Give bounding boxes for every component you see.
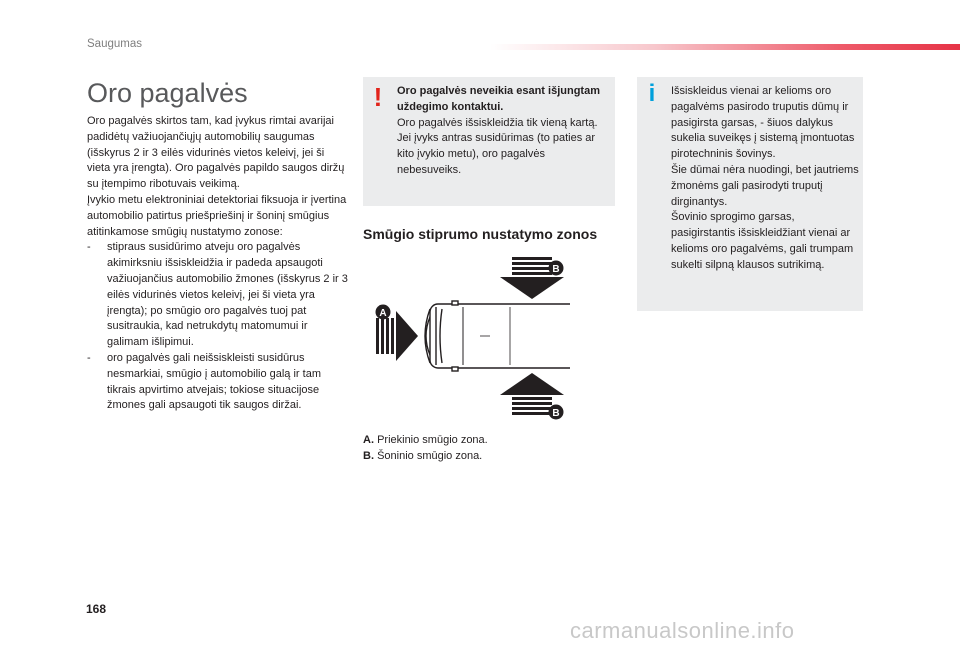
zones-legend	[363, 433, 603, 465]
list-item-text: stipraus susidūrimo atveju oro pagalvės akimirksniu išsiskleidžia ir padeda apsaugoti važiuojančius automobilio žmones (išskyrus 2 ir 3 eilės vidurinės vietos keleivį, jei ši vieta yra įrengta); po smūgio oro pagalvės tuoj pat susitraukia, kad netrukdytų matomumui ir galimam išlipimui.	[107, 241, 348, 349]
list-dash: -	[87, 351, 91, 364]
van-top-view	[425, 301, 570, 371]
watermark: carmanualsonline.info	[570, 618, 795, 643]
warning-text	[397, 84, 609, 179]
impact-zones-diagram	[370, 255, 570, 425]
intro-paragraph-2: Įvykio metu elektroniniai detektoriai fiksuoja ir įvertina automobilio patirtus priešpriešinį ir šoninį smūgius atitinkamose smūgių nustatymo zonose:	[87, 193, 347, 238]
page-title: Oro pagalvės	[87, 78, 248, 108]
page-number: 168	[86, 602, 107, 616]
svg-text:B: B	[552, 408, 560, 419]
info-icon: i	[648, 80, 656, 107]
label-b-bottom	[549, 405, 564, 420]
warning-body: Oro pagalvės išsiskleidžia tik vieną kartą. Jei įvyks antras susidūrimas (to paties ar kito įvykio metu), oro pagalvės nebesuveiks.	[397, 116, 598, 176]
legend-key: B.	[363, 449, 374, 462]
zones-heading: Smūgio stiprumo nustatymo zonos	[363, 226, 598, 242]
info-paragraph-3: Šovinio sprogimo garsas, pasigirstantis išsiskleidžiant vienai ar kelioms oro pagalvėms, gali trumpam sukelti silpną klausos sutrikimą.	[671, 211, 854, 271]
legend-item-a	[363, 433, 603, 449]
list-item	[87, 240, 349, 351]
info-text	[671, 84, 859, 274]
legend-key: A.	[363, 434, 374, 446]
list-item-text: oro pagalvės gali neišsiskleisti susidūrus nesmarkiai, smūgio į automobilio galą ir tam tikrais apvirtimo atvejais; tokiose situacijose žmones gali apsaugoti tik saugos diržai.	[107, 351, 321, 412]
legend-text: Priekinio smūgio zona.	[377, 434, 488, 446]
svg-text:A: A	[379, 308, 387, 319]
warning-icon: !	[373, 82, 383, 112]
info-paragraph-1: Išsiskleidus vienai ar kelioms oro pagalvėms pasirodo truputis dūmų ir pasigirsta garsas, - šiuos dalykus sukelia suveikęs į sistemą įmontuotas pirotechninis šovinys.	[671, 85, 855, 161]
header-rule	[490, 44, 960, 50]
section-label: Saugumas	[87, 38, 142, 50]
info-paragraph-2: Šie dūmai nėra nuodingi, bet jautriems žmonėms gali pasirodyti truputį dirginantys.	[671, 163, 859, 208]
legend-item-b	[363, 449, 603, 465]
list-item	[87, 351, 349, 414]
label-b-top	[549, 261, 564, 276]
label-a	[376, 305, 391, 320]
legend-text: Šoninio smūgio zona.	[377, 449, 483, 462]
svg-text:B: B	[552, 264, 560, 275]
intro-paragraph-1: Oro pagalvės skirtos tam, kad įvykus rimtai avarijai padidėtų važiuojančiųjų automobilių saugumas (išskyrus 2 ir 3 eilės vidurinės vietos keleivį, jei ši vieta yra įrengta). Oro pagalvės papildo saugos diržų su įtempimo ribotuvais veikimą.	[87, 115, 345, 191]
intro-column	[87, 114, 349, 414]
list-dash: -	[87, 241, 91, 254]
warning-title: Oro pagalvės neveikia esant išjungtam uždegimo kontaktui.	[397, 85, 600, 113]
